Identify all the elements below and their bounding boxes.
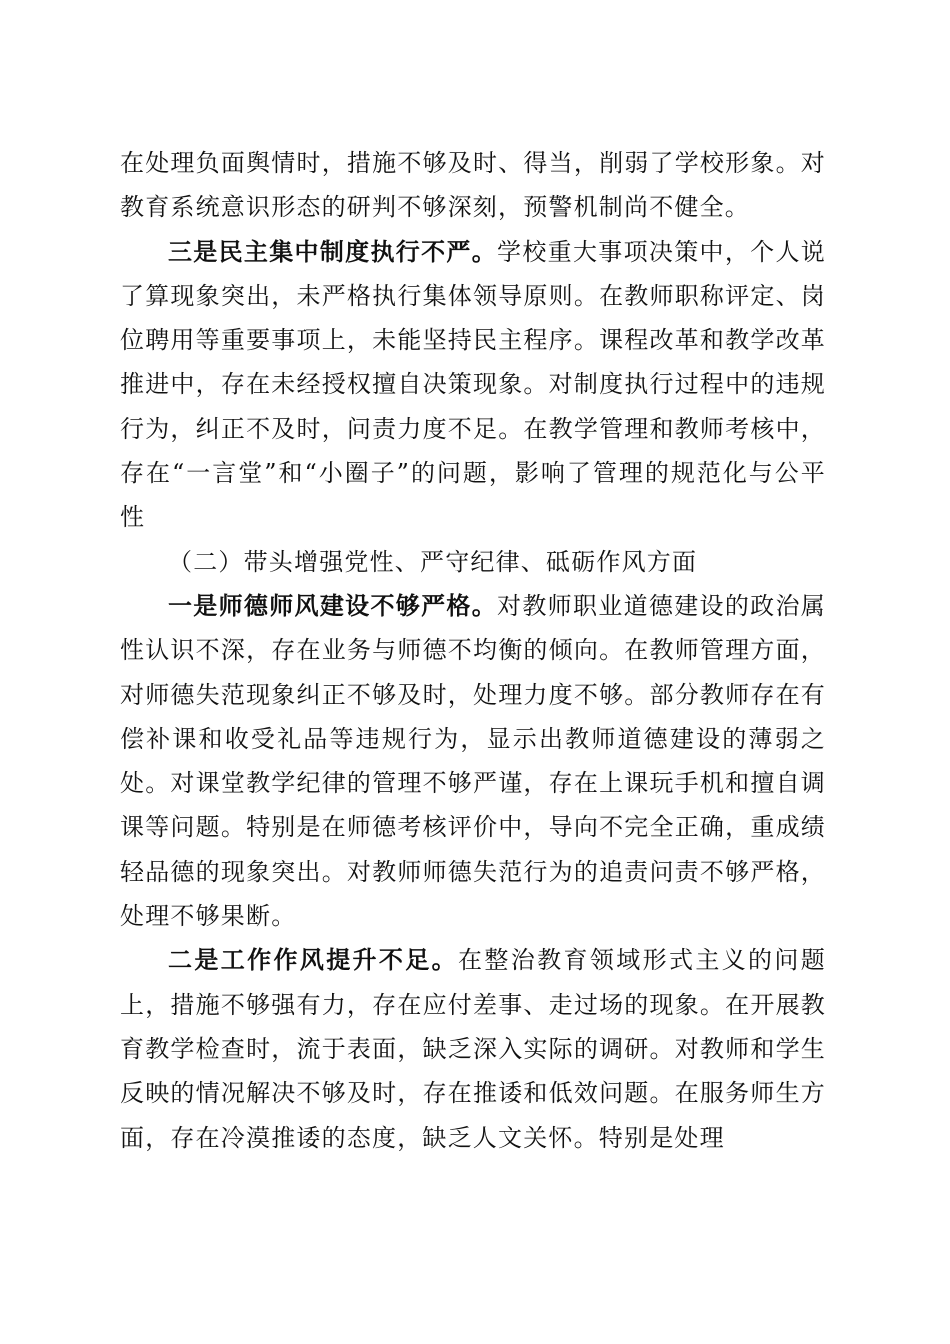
paragraph-lead-democratic-centralism: 三是民主集中制度执行不严。 [168,236,498,266]
paragraph-work-style [120,938,826,1159]
paragraph-lead-teacher-ethics: 一是师德师风建设不够严格。 [168,590,498,620]
document-body [120,141,826,1160]
section-heading-2: （二）带头增强党性、严守纪律、砥砺作风方面 [168,547,698,576]
paragraph-ideology-continuation: 在处理负面舆情时，措施不够及时、得当，削弱了学校形象。对教育系统意识形态的研判不够深刻，预警机制尚不健全。 [120,149,826,222]
paragraph-lead-work-style: 二是工作作风提升不足。 [168,945,459,975]
paragraph-body-democratic-centralism: 学校重大事项决策中，个人说了算现象突出，未严格执行集体领导原则。在教师职称评定、岗位聘用等重要事项上，未能坚持民主程序。课程改革和教学改革推进中，存在未经授权擅自决策现象。对制度执行过程中的违规行为，纠正不及时，问责力度不足。在教学管理和教师考核中，存在“一言堂”和“小圈子”的问题，影响了管理的规范化与公平性 [120,237,826,532]
paragraph-body-work-style: 在整治教育领域形式主义的问题上，措施不够强有力，存在应付差事、走过场的现象。在开展教育教学检查时，流于表面，缺乏深入实际的调研。对教师和学生反映的情况解决不够及时，存在推诿和低效问题。在服务师生方面，存在冷漠推诿的态度，缺乏人文关怀。特别是处理 [120,946,826,1152]
paragraph-body-teacher-ethics: 对教师职业道德建设的政治属性认识不深，存在业务与师德不均衡的倾向。在教师管理方面，对师德失范现象纠正不够及时，处理力度不够。部分教师存在有偿补课和收受礼品等违规行为，显示出教师道德建设的薄弱之处。对课堂教学纪律的管理不够严谨，存在上课玩手机和擅自调课等问题。特别是在师德考核评价中，导向不完全正确，重成绩轻品德的现象突出。对教师师德失范行为的追责问责不够严格，处理不够果断。 [120,591,826,931]
paragraph-democratic-centralism [120,230,826,540]
paragraph-teacher-ethics [120,584,826,938]
